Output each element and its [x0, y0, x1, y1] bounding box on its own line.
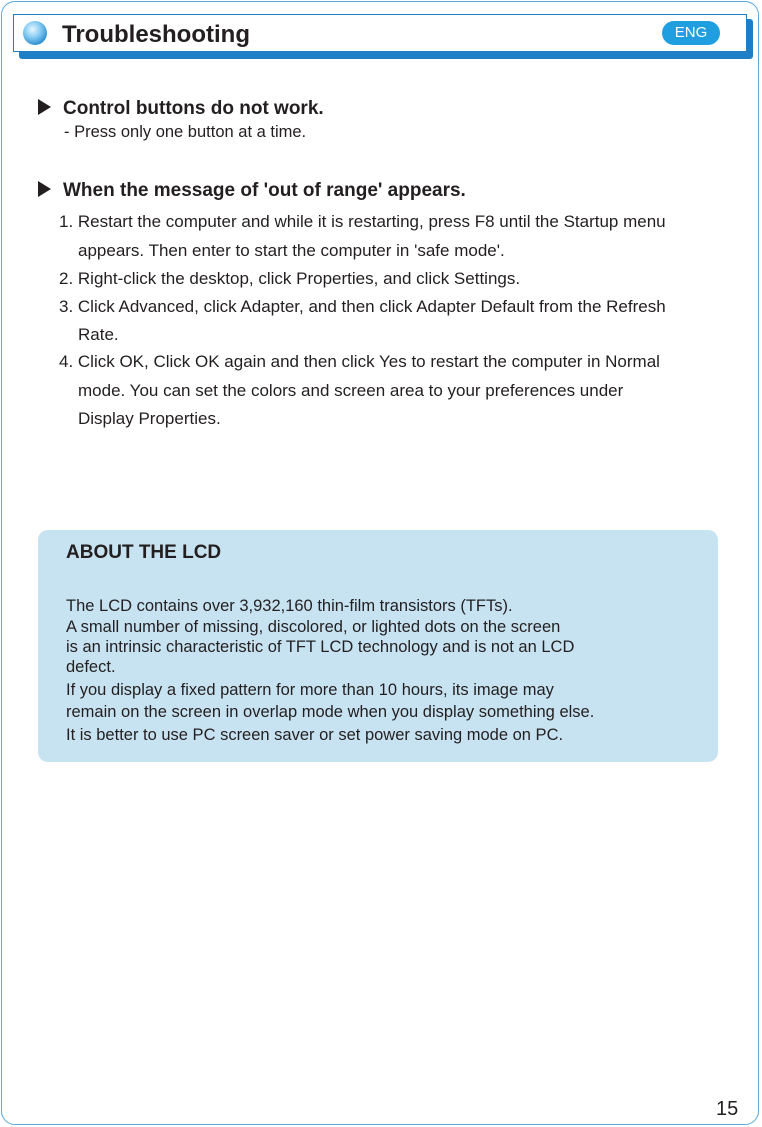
about-lcd-title: ABOUT THE LCD: [66, 542, 222, 563]
triangle-bullet-icon: [38, 181, 51, 197]
lcd-text-line: A small number of missing, discolored, or lighted dots on the screen: [66, 618, 561, 636]
page-title: Troubleshooting: [62, 21, 250, 48]
lcd-text-line: is an intrinsic characteristic of TFT LCD technology and is not an LCD: [66, 638, 575, 656]
lcd-text-line: It is better to use PC screen saver or set power saving mode on PC.: [66, 726, 564, 744]
step-line: Display Properties.: [78, 409, 221, 428]
page-number: 15: [716, 1098, 739, 1120]
header-bullet-icon: [23, 21, 47, 45]
lcd-text-line: If you display a fixed pattern for more than 10 hours, its image may: [66, 681, 554, 699]
section-heading-text: Control buttons do not work.: [63, 98, 324, 119]
lcd-text-line: The LCD contains over 3,932,160 thin-film transistors (TFTs).: [66, 597, 513, 615]
section-note: - Press only one button at a time.: [64, 123, 307, 141]
step-line: 2. Right-click the desktop, click Properties, and click Settings.: [59, 269, 521, 288]
step-line: 1. Restart the computer and while it is restarting, press F8 until the Startup menu: [59, 212, 666, 231]
language-badge: ENG: [662, 21, 720, 45]
lcd-text-line: remain on the screen in overlap mode when you display something else.: [66, 703, 595, 721]
step-line: 4. Click OK, Click OK again and then click Yes to restart the computer in Normal: [59, 352, 660, 371]
step-line: appears. Then enter to start the computer in 'safe mode'.: [78, 241, 505, 260]
triangle-bullet-icon: [38, 99, 51, 115]
lcd-text-line: defect.: [66, 658, 116, 676]
section-heading-text: When the message of 'out of range' appears.: [63, 180, 466, 201]
section-heading-out-of-range: [38, 180, 466, 202]
step-line: 3. Click Advanced, click Adapter, and then click Adapter Default from the Refresh: [59, 297, 666, 316]
step-line: mode. You can set the colors and screen area to your preferences under: [78, 381, 624, 400]
about-lcd-box: [38, 530, 718, 762]
header-bar: [13, 14, 747, 52]
step-line: Rate.: [78, 325, 119, 344]
section-heading-control-buttons: [38, 98, 324, 120]
